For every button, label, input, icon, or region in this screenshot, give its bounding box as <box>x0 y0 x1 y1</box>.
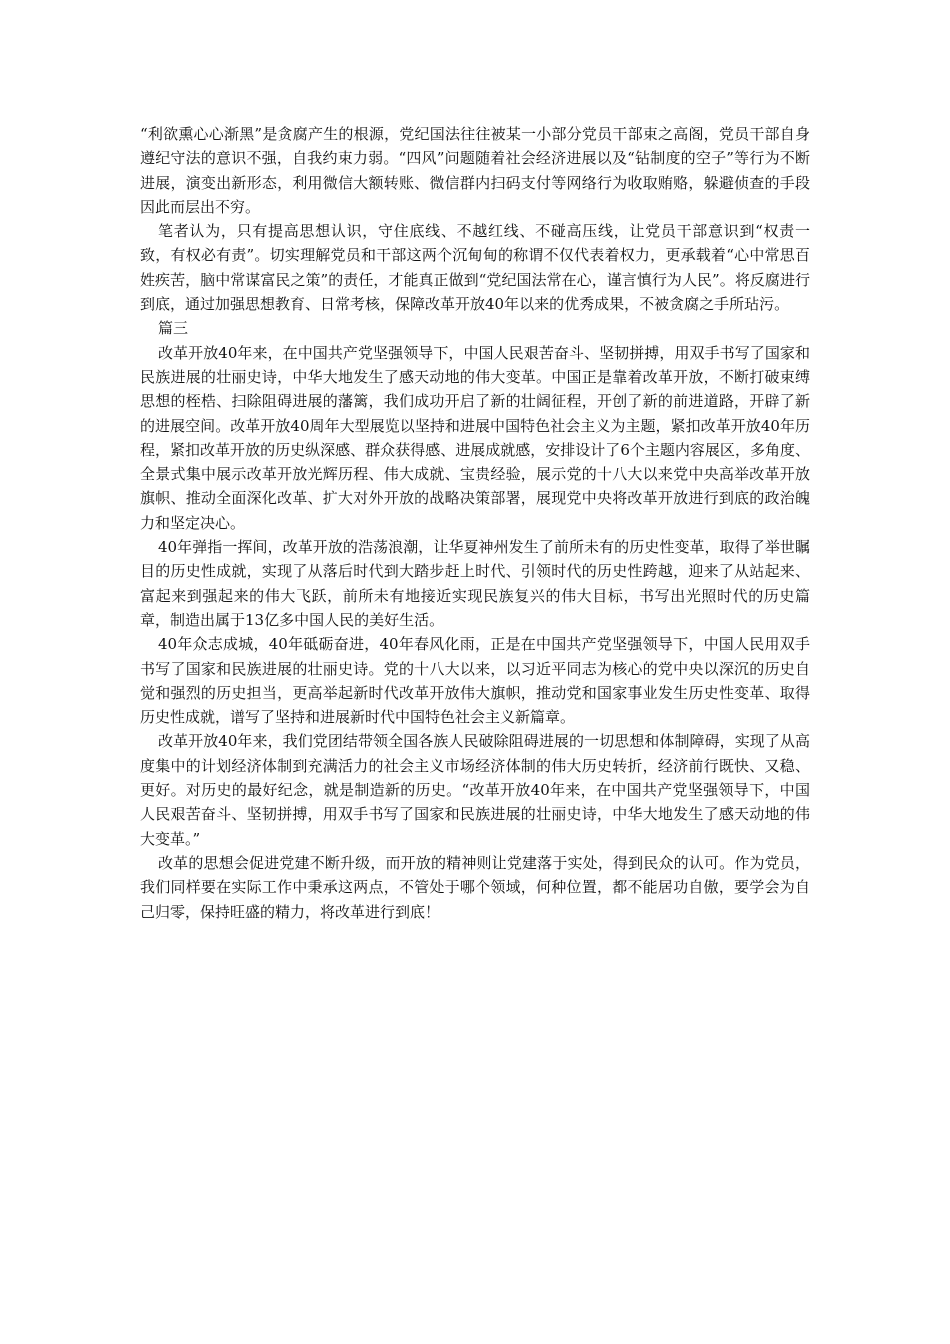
section-heading: 篇三 <box>158 319 189 338</box>
paragraph-author-view: 笔者认为，只有提高思想认识，守住底线、不越红线、不碰高压线，让党员干部意识到“权责一致，有权必有责”。切实理解党员和干部这两个沉甸甸的称谓不仅代表着权力，更承载着“心中常思百姓疾苦，脑中常谋富民之策”的责任，才能真正做到“党纪国法常在心，谨言慎行为人民”。将反腐进行到底，通过加强思想教育、日常考核，保障改革开放40年以来的优秀成果，不被贪腐之手所玷污。 <box>140 222 810 314</box>
paragraph-corruption-roots: “利欲熏心心渐黑”是贪腐产生的根源，党纪国法往往被某一小部分党员干部束之高阁，党员干部自身遵纪守法的意识不强，自我约束力弱。“四风”问题随着社会经济进展以及“钻制度的空子”等行为不断进展，演变出新形态，利用微信大额转账、微信群内扫码支付等网络行为收取贿赂，躲避侦查的手段因此而层出不穷。 <box>140 125 810 216</box>
document-body <box>140 122 810 924</box>
paragraph-reform-40-years: 改革开放40年来，在中国共产党坚强领导下，中国人民艰苦奋斗、坚韧拼搏，用双手书写了国家和民族进展的壮丽史诗，中华大地发生了感天动地的伟大变革。中国正是靠着改革开放，不断打破束缚思想的桎梏、扫除阻碍进展的藩篱，我们成功开启了新的壮阔征程，开创了新的前进道路，开辟了新的进展空间。改革开放40周年大型展览以坚持和进展中国特色社会主义为主题，紧扣改革开放40年历程，紧扣改革开放的历史纵深感、群众获得感、进展成就感，安排设计了6个主题内容展区，多角度、全景式集中展示改革开放光辉历程、伟大成就、宝贵经验，展示党的十八大以来党中央高举改革开放旗帜、推动全面深化改革、扩大对外开放的战略决策部署，展现党中央将改革开放进行到底的政治魄力和坚定决心。 <box>140 343 810 532</box>
paragraph-economic-transition: 改革开放40年来，我们党团结带领全国各族人民破除阻碍进展的一切思想和体制障碍，实现了从高度集中的计划经济体制到充满活力的社会主义市场经济体制的伟大历史转折，经济前行既快、又稳、更好。对历史的最好纪念，就是制造新的历史。“改革开放40年来，在中国共产党坚强领导下，中国人民艰苦奋斗、坚韧拼搏，用双手书写了国家和民族进展的壮丽史诗，中华大地发生了感天动地的伟大变革。” <box>140 732 810 848</box>
paragraph-united-effort: 40年众志成城，40年砥砺奋进，40年春风化雨，正是在中国共产党坚强领导下，中国人民用双手书写了国家和民族进展的壮丽史诗。党的十八大以来，以习近平同志为核心的党中央以深沉的历史自觉和强烈的历史担当，更高举起新时代改革开放伟大旗帜，推动党和国家事业发生历史性变革、取得历史性成就，谱写了坚持和进展新时代中国特色社会主义新篇章。 <box>140 635 810 727</box>
paragraph-historic-change: 40年弹指一挥间，改革开放的浩荡浪潮，让华夏神州发生了前所未有的历史性变革，取得了举世瞩目的历史性成就，实现了从落后时代到大踏步赶上时代、引领时代的历史性跨越，迎来了从站起来、富起来到强起来的伟大飞跃，前所未有地接近实现民族复兴的伟大目标，书写出光照时代的历史篇章，制造出属于13亿多中国人民的美好生活。 <box>140 538 810 629</box>
paragraph-conclusion: 改革的思想会促进党建不断升级，而开放的精神则让党建落于实处，得到民众的认可。作为党员，我们同样要在实际工作中秉承这两点，不管处于哪个领域，何种位置，都不能居功自傲，要学会为自己归零，保持旺盛的精力，将改革进行到底！ <box>140 853 810 921</box>
